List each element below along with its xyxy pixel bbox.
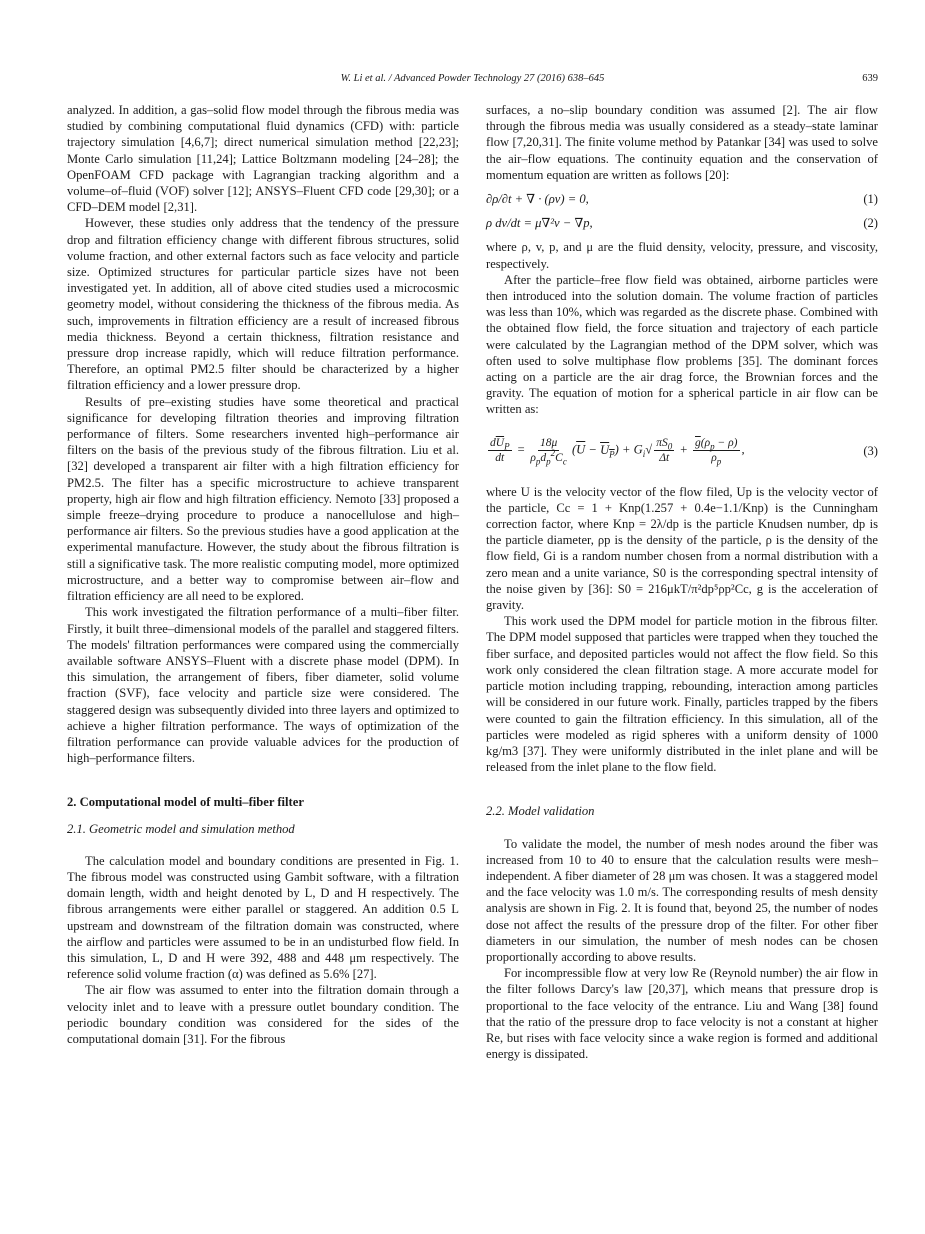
paragraph: This work investigated the filtration performance of a multi–fiber filter. Firstly, it built three–dimensional models of the parallel and staggered filters. The models' filtration performances were compared using the commercially available software ANSYS–Fluent with a discrete phase model (DPM). In this simulation, the arrangement of fibers, fiber diameter, solid volume fraction (SVF), face velocity and particle size were considered. The staggered design was subsequently divided into three layers and optimized to achieve a higher filtration performance. The ways of optimization of the filtration performance can provide valuable advices for the production of high–performance filters. [67, 605, 459, 766]
equation-1-number: (1) [863, 192, 878, 207]
paragraph: For incompressible flow at very low Re (Reynold number) the air flow in the filter follows Darcy's law [20,37], which means that pressure drop is proportional to the face velocity of the entrance. Liu and Wang [38] found that the ratio of the pressure drop to face velocity is not a constant at higher Re, but rises with face velocity since a wake region is formed and additional energy is dissipated. [486, 966, 878, 1062]
paragraph: surfaces, a no–slip boundary condition was assumed [2]. The air flow through the fibrous media was usually considered as a steady–state laminar flow [7,20,31]. The finite volume method by Patankar [34] was used to solve the air–flow equations. The continuity equation and the conservation of momentum equation are written as follows [20]: [486, 103, 878, 182]
subsection-heading: 2.2. Model validation [486, 804, 595, 819]
paragraph: Results of pre–existing studies have some theoretical and practical significance for developing filtration theories and improving filtration performance of filters. Some researchers invented high–performance air filters on the basis of the previous study of the fibrous filtration. Liu et al. [32] developed a transparent air filter with a high filtration efficiency for PM2.5. The filter has a specific microstructure to achieve transparent property, high air flow and high filtration efficiency. Nemoto [33] proposed a simple freeze–drying procedure to produce a nanocellulose and high–performance air filters. So the previous studies have a good application at the experimental manufacture. However, the study about the fibrous filtration is still a significative task. The more realistic computing model, more optimized microstructure, and a better way to compromise between air–flow and filtration efficiency are all need to be explored. [67, 394, 459, 604]
paragraph: To validate the model, the number of mesh nodes around the fiber was increased from 10 to 40 to ensure that the calculation results were mesh–independent. A fiber diameter of 28 μm was chosen. It was a staggered model and the face velocity was 1.0 m/s. The corresponding results of mesh density analysis are shown in Fig. 2. It is found that, beyond 25, the number of nodes dose not affect the results of the pressure drop of the filter. For other fiber diameters in our simulation, the number of mesh nodes can be chosen proportionally according to above results. [486, 836, 878, 964]
equation-2-number: (2) [863, 216, 878, 231]
running-title: W. Li et al. / Advanced Powder Technology 27 (2016) 638–645 [340, 73, 605, 84]
paragraph: The air flow was assumed to enter into the filtration domain through a velocity inlet and to leave with a pressure outlet boundary condition. The periodic boundary condition was considered for the sides of the computational domain [31]. For the fibrous [67, 983, 459, 1046]
subsection-heading: 2.1. Geometric model and simulation method [67, 821, 295, 836]
section-heading: 2. Computational model of multi–fiber filter [67, 795, 304, 810]
paragraph: analyzed. In addition, a gas–solid flow model through the fibrous media was studied by combining computational fluid dynamics (CFD) with: particle trajectory simulation [4,6,7]; direct numerical simulation method [22,23]; Monte Carlo simulation [11,24]; Lattice Boltzmann modeling [24–28]; the OpenFOAM CFD package with Lagrangian tracking algorithm and a volume–of–fluid (VOF) solver [12]; ANSYS–Fluent CFD code [29,30]; or a CFD–DEM model [2,31]. [67, 103, 459, 215]
equation-3-number: (3) [863, 443, 878, 458]
paragraph: The calculation model and boundary conditions are presented in Fig. 1. The fibrous model was constructed using Gambit software, with a filtration domain length, width and height denoted by L, D and H respectively. The fibrous arrangements were either parallel or staggered. An addition 0.5 L upstream and downstream of the filtration domain was constructed, where the airflow and particles were assumed to be in an undisturbed flow field. In this simulation, L, D and H were 392, 488 and 448 μm respectively. The reference solid volume fraction (α) was defined as 5.6% [27]. [67, 853, 459, 982]
page-number: 639 [862, 73, 878, 84]
left-column [67, 102, 459, 1047]
right-column [486, 102, 878, 1062]
paragraph: After the particle–free flow field was obtained, airborne particles were then introduced into the solution domain. The volume fraction of particles was less than 10%, which was regarded as the discrete phase. Combined with the obtained flow field, the force situation and trajectory of each particle were calculated by the Lagrangian method of the DPM solver, which was often used to solve multiphase flow problems [35]. The dominant forces acting on a particle are the air drag force, the Brownian forces and the gravity. The equation of motion for a spherical particle in air flow can be written as: [486, 272, 878, 417]
paragraph: This work used the DPM model for particle motion in the fibrous filter. The DPM model supposed that particles were trapped when they touched the fiber surface, and deposited particles would not affect the flow field. So this work only considered the clean filtration stage. A more accurate model for particle motion including trapping, rebounding, interaction among particles will be considered in our future work. Finally, particles trapped by the fibers were counted to gain the filtration efficiency. In this simulation, all of the particles were modeled as rigid spheres with a uniform density of 1000 kg/m3 [37]. They were uniformly distributed in the inlet plane and will be released from the inlet plane to the flow field. [486, 614, 878, 775]
equation-2 [486, 215, 878, 231]
page-header [67, 73, 878, 89]
equation-2-body: ρ dv/dt = μ∇²v − ∇p, [486, 216, 593, 231]
equation-1 [486, 191, 878, 207]
equation-3-body: $\frac{d\overline{U}_P}{dt}$ = $\frac{18\mu}{\rho_pd_p^2C_c}$ $(\overline{U} - U_P) + G_i√$ $\frac{\pi S_0}{\Delta t}$ + $\frac{\overline{g}(\rho_p - \rho)}{\rho_p}$ , [490, 437, 745, 467]
equation-3 [486, 426, 878, 476]
paragraph: However, these studies only address that the tendency of the pressure drop and filtration efficiency change with different fibrous structures, solid volume fraction, and other external factors such as face velocity and particle size. Optimized structures for particular particle sizes have not been investigated yet. In addition, all of above cited studies used a microcosmic geometry model, without considering the thickness of the fibrous media. As such, improvements in filtration efficiency are a result of increased fibrous media thickness. Beyond a certain thickness, filtration resistance and pressure drop increase rapidly, which will reduce filtration performance. Therefore, an optimal PM2.5 filter should be characterized by a higher filtration efficiency and a lower pressure drop. [67, 216, 459, 393]
paragraph: where ρ, v, p, and μ are the fluid density, velocity, pressure, and viscosity, respectively. [486, 240, 878, 271]
paragraph: where U is the velocity vector of the flow filed, Up is the velocity vector of the particle, Cc = 1 + Knp(1.257 + 0.4e−1.1/Knp) is the Cunningham correction factor, where Knp = 2λ/dp is the particle Knudsen number, dp is the particle diameter, ρp is the density of the particle, ρ is the density of the flow field, Gi is a random number chosen from a normal distribution with a zero mean and a unite variance, S0 is the corresponding spectral intensity of the noise given by [36]: S0 = 216μkT/π²dp⁵ρp²Cc, g is the acceleration of gravity. [486, 484, 878, 613]
equation-1-body: ∂ρ/∂t + ∇ · (ρv) = 0, [486, 192, 589, 207]
